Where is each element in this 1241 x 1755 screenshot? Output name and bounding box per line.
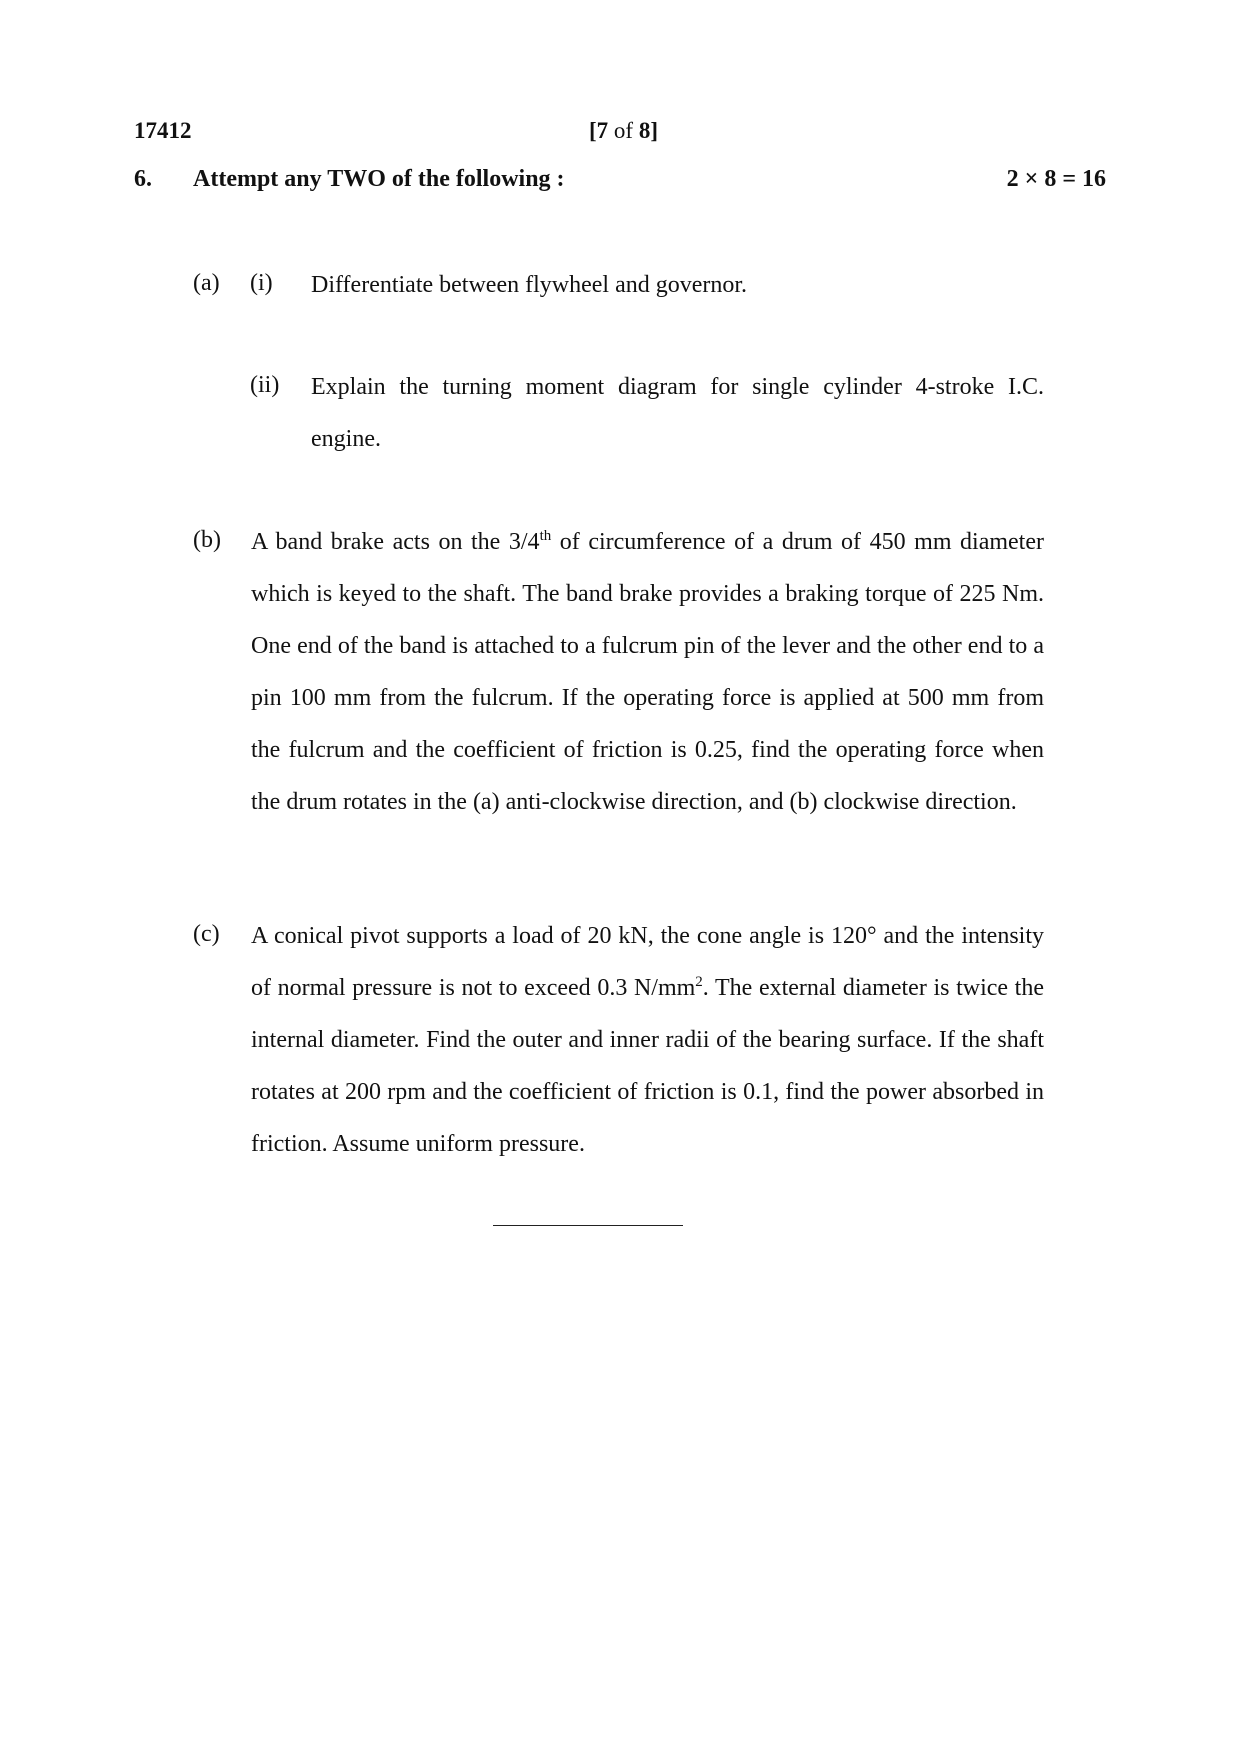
part-b-superscript: th bbox=[539, 528, 552, 544]
page-of: of bbox=[608, 118, 639, 143]
part-b-label: (b) bbox=[193, 527, 221, 553]
part-b-text-start: A band brake acts on the 3/4 bbox=[251, 529, 540, 555]
part-b-text-end: of circumference of a drum of 450 mm diameter which is keyed to the shaft. The band brake provides a braking torque of 225 Nm. One end of the band is attached to a fulcrum pin of the lever and the other end to a pin 100 mm from the fulcrum. If the operating force is applied at 500 mm from the fulcrum and the coefficient of friction is 0.25, find the operating force when the drum rotates in the (a) anti-clockwise direction, and (b) clockwise direction. bbox=[251, 529, 1044, 815]
part-a-i-label: (i) bbox=[250, 270, 273, 296]
part-a-i-text: Differentiate between flywheel and governor. bbox=[311, 272, 748, 298]
question-number: 6. bbox=[134, 166, 152, 192]
part-a-ii-text: Explain the turning moment diagram for single cylinder 4-stroke I.C. engine. bbox=[311, 374, 1044, 452]
page-current: 7 bbox=[596, 118, 609, 143]
paper-code: 17412 bbox=[134, 118, 192, 143]
page-indicator bbox=[589, 118, 658, 144]
page-total: 8 bbox=[638, 118, 651, 143]
end-rule bbox=[493, 1225, 683, 1226]
part-a-label: (a) bbox=[193, 270, 220, 296]
part-a-ii-label: (ii) bbox=[250, 372, 280, 398]
question-instruction: Attempt any TWO of the following : bbox=[193, 166, 565, 192]
part-c-text bbox=[251, 910, 1044, 1170]
part-c-superscript: 2 bbox=[695, 974, 703, 990]
page-close-bracket: ] bbox=[650, 118, 659, 143]
part-b-text bbox=[251, 516, 1044, 828]
page-open-bracket: [ bbox=[589, 118, 597, 143]
question-marks: 2 × 8 = 16 bbox=[1006, 166, 1106, 192]
part-c-label: (c) bbox=[193, 921, 220, 947]
part-c-text-start: A conical pivot supports a load of 20 kN, the cone angle is 120° and the intensity of normal pressure is not to exceed 0.3 N/mm bbox=[251, 923, 1044, 1001]
part-c-text-end: . The external diameter is twice the internal diameter. Find the outer and inner radii of the bearing surface. If the shaft rotates at 200 rpm and the coefficient of friction is 0.1, find the power absorbed in friction. Assume uniform pressure. bbox=[251, 975, 1045, 1157]
